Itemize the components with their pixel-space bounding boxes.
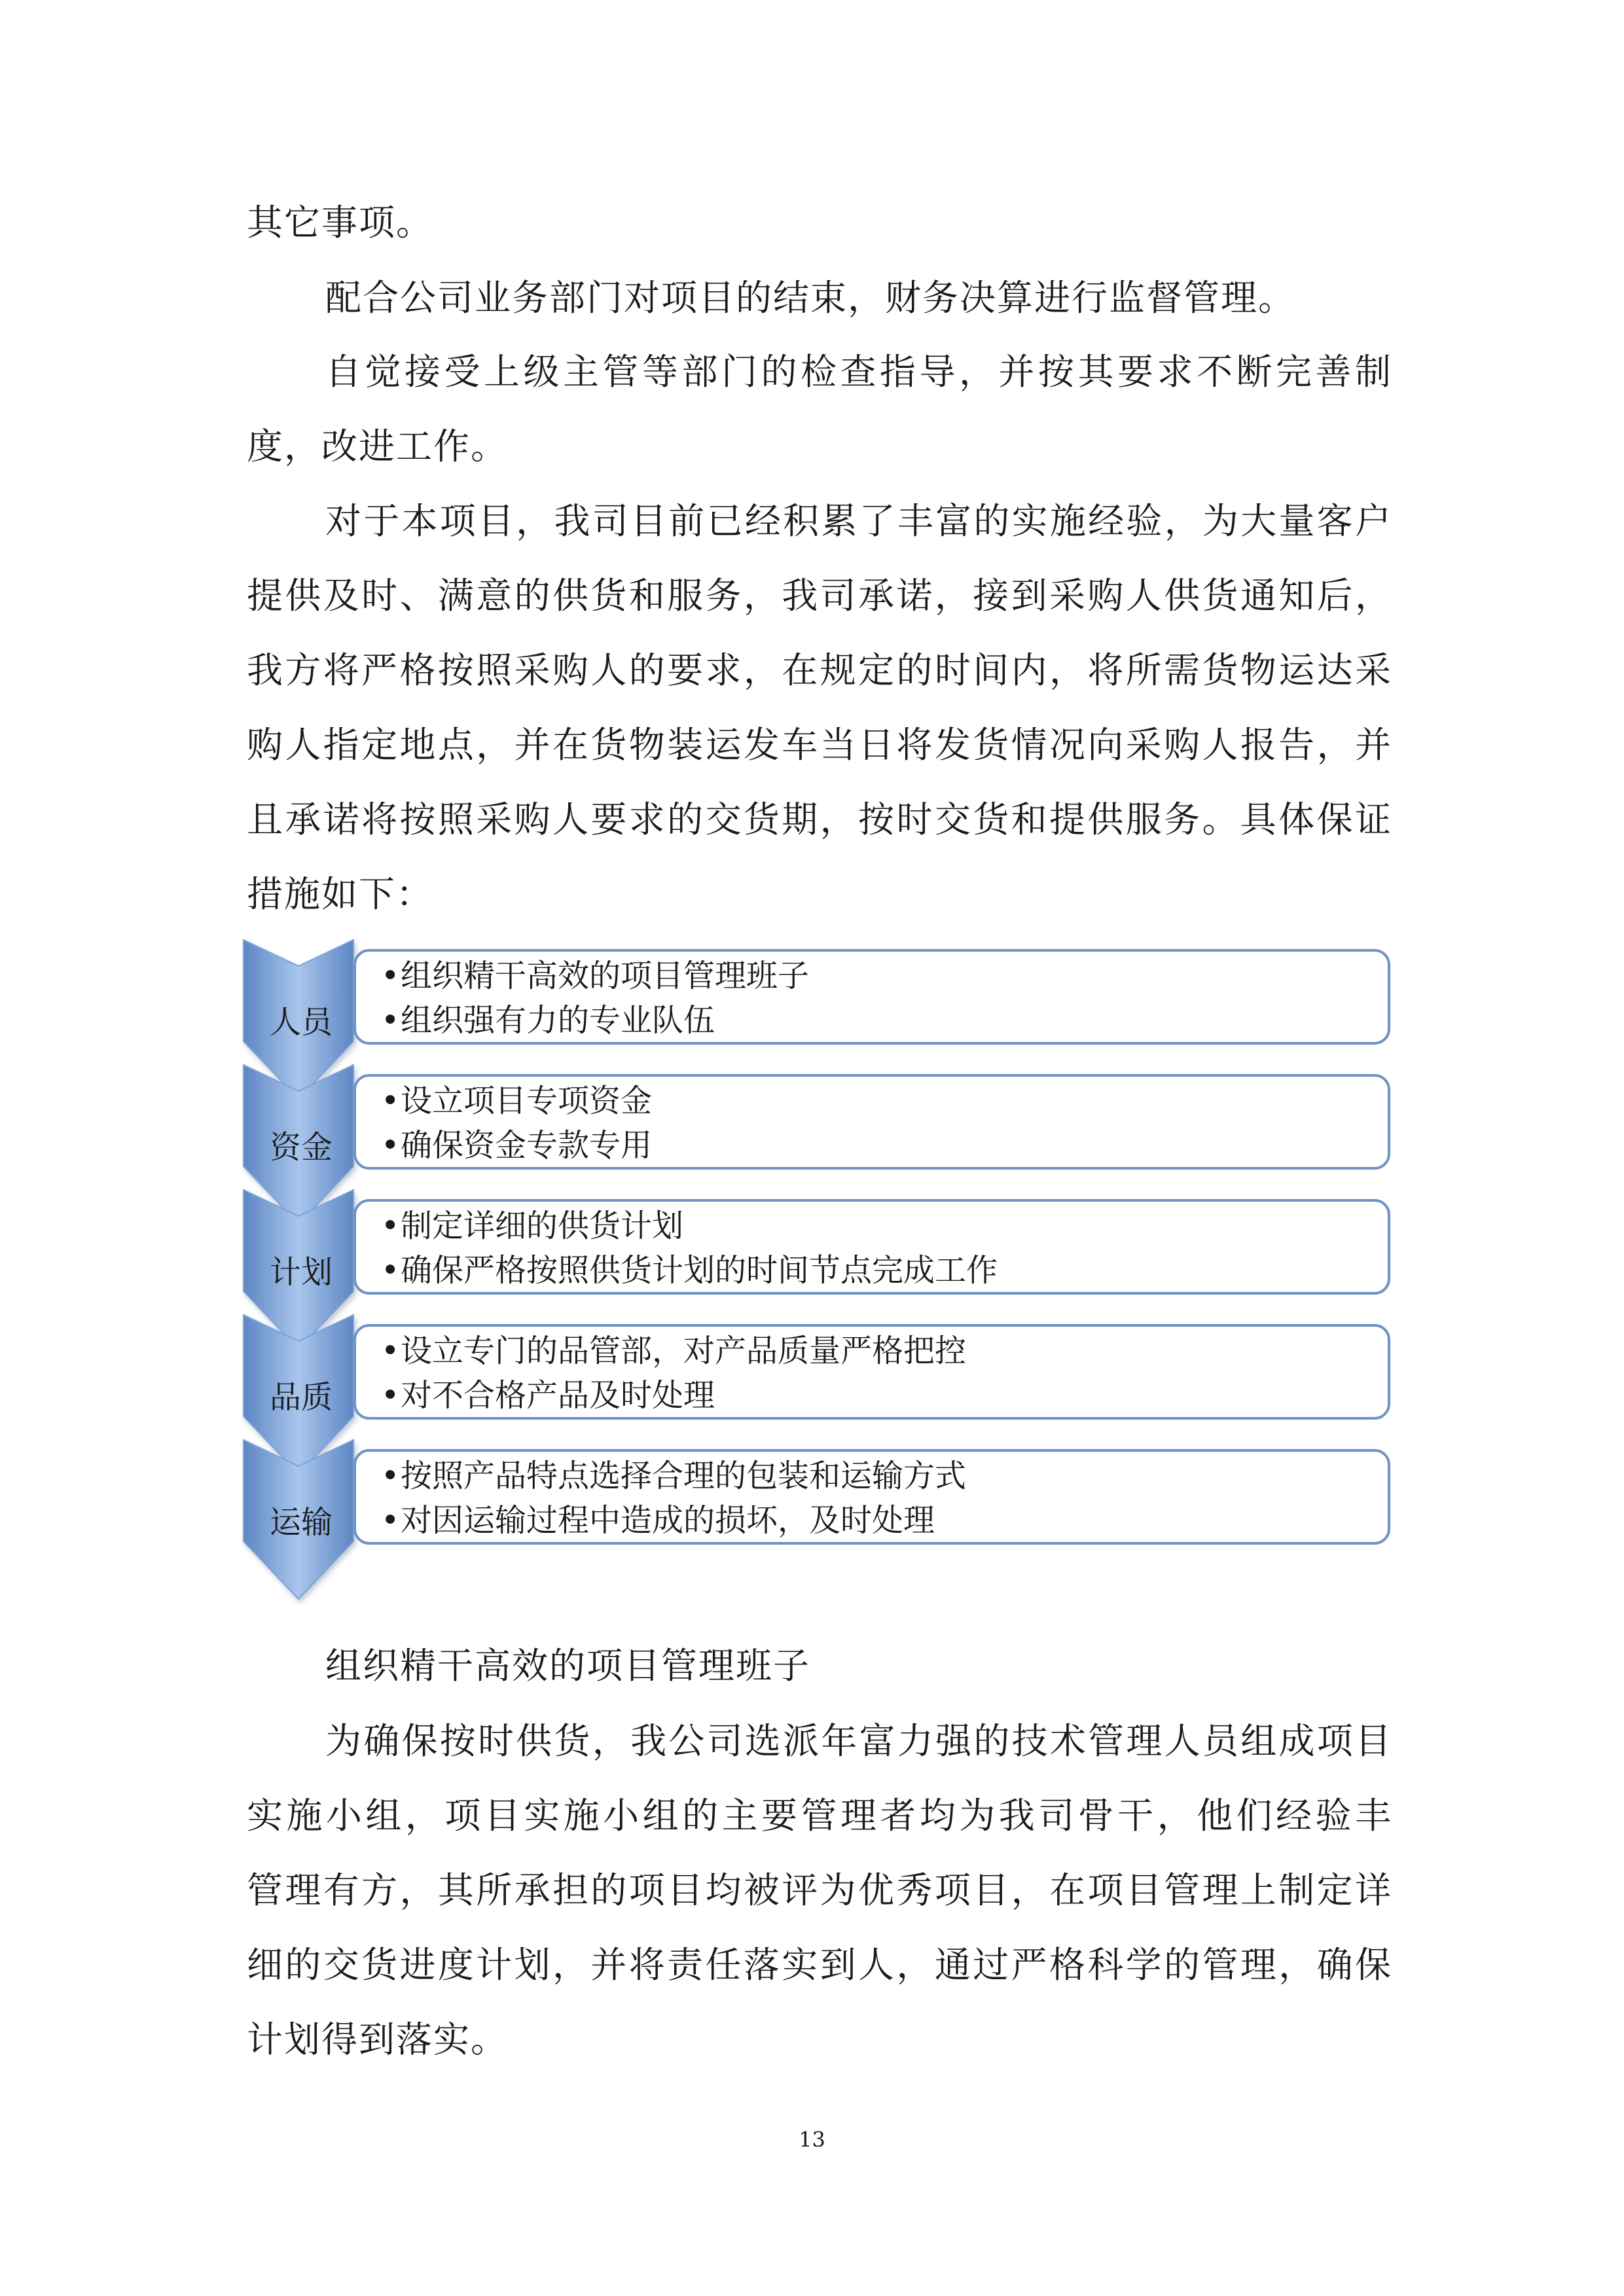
- paragraph-line: 对于本项目，我司目前已经积累了丰富的实施经验，为大量客户: [325, 500, 1392, 542]
- section-heading: 组织精干高效的项目管理班子: [325, 1645, 811, 1687]
- bullet-text: 组织强有力的专业队伍: [401, 1002, 715, 1039]
- bullet-item: [381, 956, 809, 996]
- bullet-text: 制定详细的供货计划: [401, 1208, 684, 1244]
- bullet-item: [381, 1500, 935, 1541]
- bullet-dot-icon: •: [381, 1502, 400, 1539]
- bullet-text: 确保严格按照供货计划的时间节点完成工作: [401, 1252, 998, 1289]
- page-number: 13: [799, 2127, 825, 2152]
- step-detail-box: [353, 1074, 1390, 1170]
- chevron-label: 资金: [269, 1129, 333, 1166]
- bullet-item: [381, 1250, 998, 1291]
- step-detail-box: [353, 1449, 1390, 1545]
- bullet-item: [381, 1206, 683, 1246]
- bullet-dot-icon: •: [381, 1127, 400, 1164]
- paragraph-line: 且承诺将按照采购人要求的交货期，按时交货和提供服务。具体保证: [247, 798, 1392, 840]
- process-diagram: [242, 940, 1394, 1614]
- paragraph-line: 提供及时、满意的供货和服务，我司承诺，接到采购人供货通知后，: [247, 575, 1392, 617]
- paragraph-line: 其它事项。: [247, 202, 434, 243]
- bullet-item: [381, 1125, 652, 1166]
- bullet-dot-icon: •: [381, 1458, 400, 1494]
- bullet-text: 设立项目专项资金: [401, 1083, 653, 1119]
- bullet-dot-icon: •: [381, 1002, 400, 1039]
- bullet-item: [381, 1456, 966, 1496]
- bullet-dot-icon: •: [381, 1208, 400, 1244]
- bullet-text: 对不合格产品及时处理: [401, 1377, 715, 1414]
- paragraph-line: 配合公司业务部门对项目的结束，财务决算进行监督管理。: [325, 277, 1296, 319]
- bullet-item: [381, 1081, 652, 1121]
- bullet-dot-icon: •: [381, 1083, 400, 1119]
- bullet-dot-icon: •: [381, 1252, 400, 1289]
- bullet-dot-icon: •: [381, 1377, 400, 1414]
- paragraph-line: 实施小组，项目实施小组的主要管理者均为我司骨干，他们经验丰: [247, 1795, 1392, 1837]
- chevron-label: 人员: [269, 1004, 333, 1041]
- bullet-item: [381, 1331, 966, 1371]
- paragraph-line: 我方将严格按照采购人的要求，在规定的时间内，将所需货物运达采: [247, 649, 1392, 691]
- bullet-text: 确保资金专款专用: [401, 1127, 653, 1164]
- chevron-label: 运输: [269, 1504, 333, 1541]
- bullet-item: [381, 1000, 715, 1041]
- bullet-text: 设立专门的品管部，对产品质量严格把控: [401, 1333, 967, 1369]
- bullet-dot-icon: •: [381, 1333, 400, 1369]
- paragraph-line: 措施如下：: [247, 873, 434, 915]
- chevron-label: 计划: [269, 1254, 333, 1291]
- paragraph-line: 细的交货进度计划，并将责任落实到人，通过严格科学的管理，确保: [247, 1944, 1392, 1986]
- paragraph-line: 购人指定地点，并在货物装运发车当日将发货情况向采购人报告，并: [247, 724, 1392, 766]
- paragraph-line: 计划得到落实。: [247, 2018, 509, 2060]
- paragraph-line: 管理有方，其所承担的项目均被评为优秀项目，在项目管理上制定详: [247, 1869, 1392, 1911]
- bullet-item: [381, 1375, 715, 1416]
- chevron-label: 品质: [269, 1379, 333, 1416]
- step-detail-box: [353, 1324, 1390, 1420]
- paragraph-line: 为确保按时供货，我公司选派年富力强的技术管理人员组成项目: [325, 1720, 1392, 1762]
- bullet-dot-icon: •: [381, 958, 400, 994]
- bullet-text: 对因运输过程中造成的损坏，及时处理: [401, 1502, 935, 1539]
- step-detail-box: [353, 949, 1390, 1045]
- step-detail-box: [353, 1199, 1390, 1295]
- bullet-text: 组织精干高效的项目管理班子: [401, 958, 810, 994]
- paragraph-line: 度，改进工作。: [247, 425, 509, 467]
- bullet-text: 按照产品特点选择合理的包装和运输方式: [401, 1458, 967, 1494]
- paragraph-line: 自觉接受上级主管等部门的检查指导，并按其要求不断完善制: [325, 351, 1392, 393]
